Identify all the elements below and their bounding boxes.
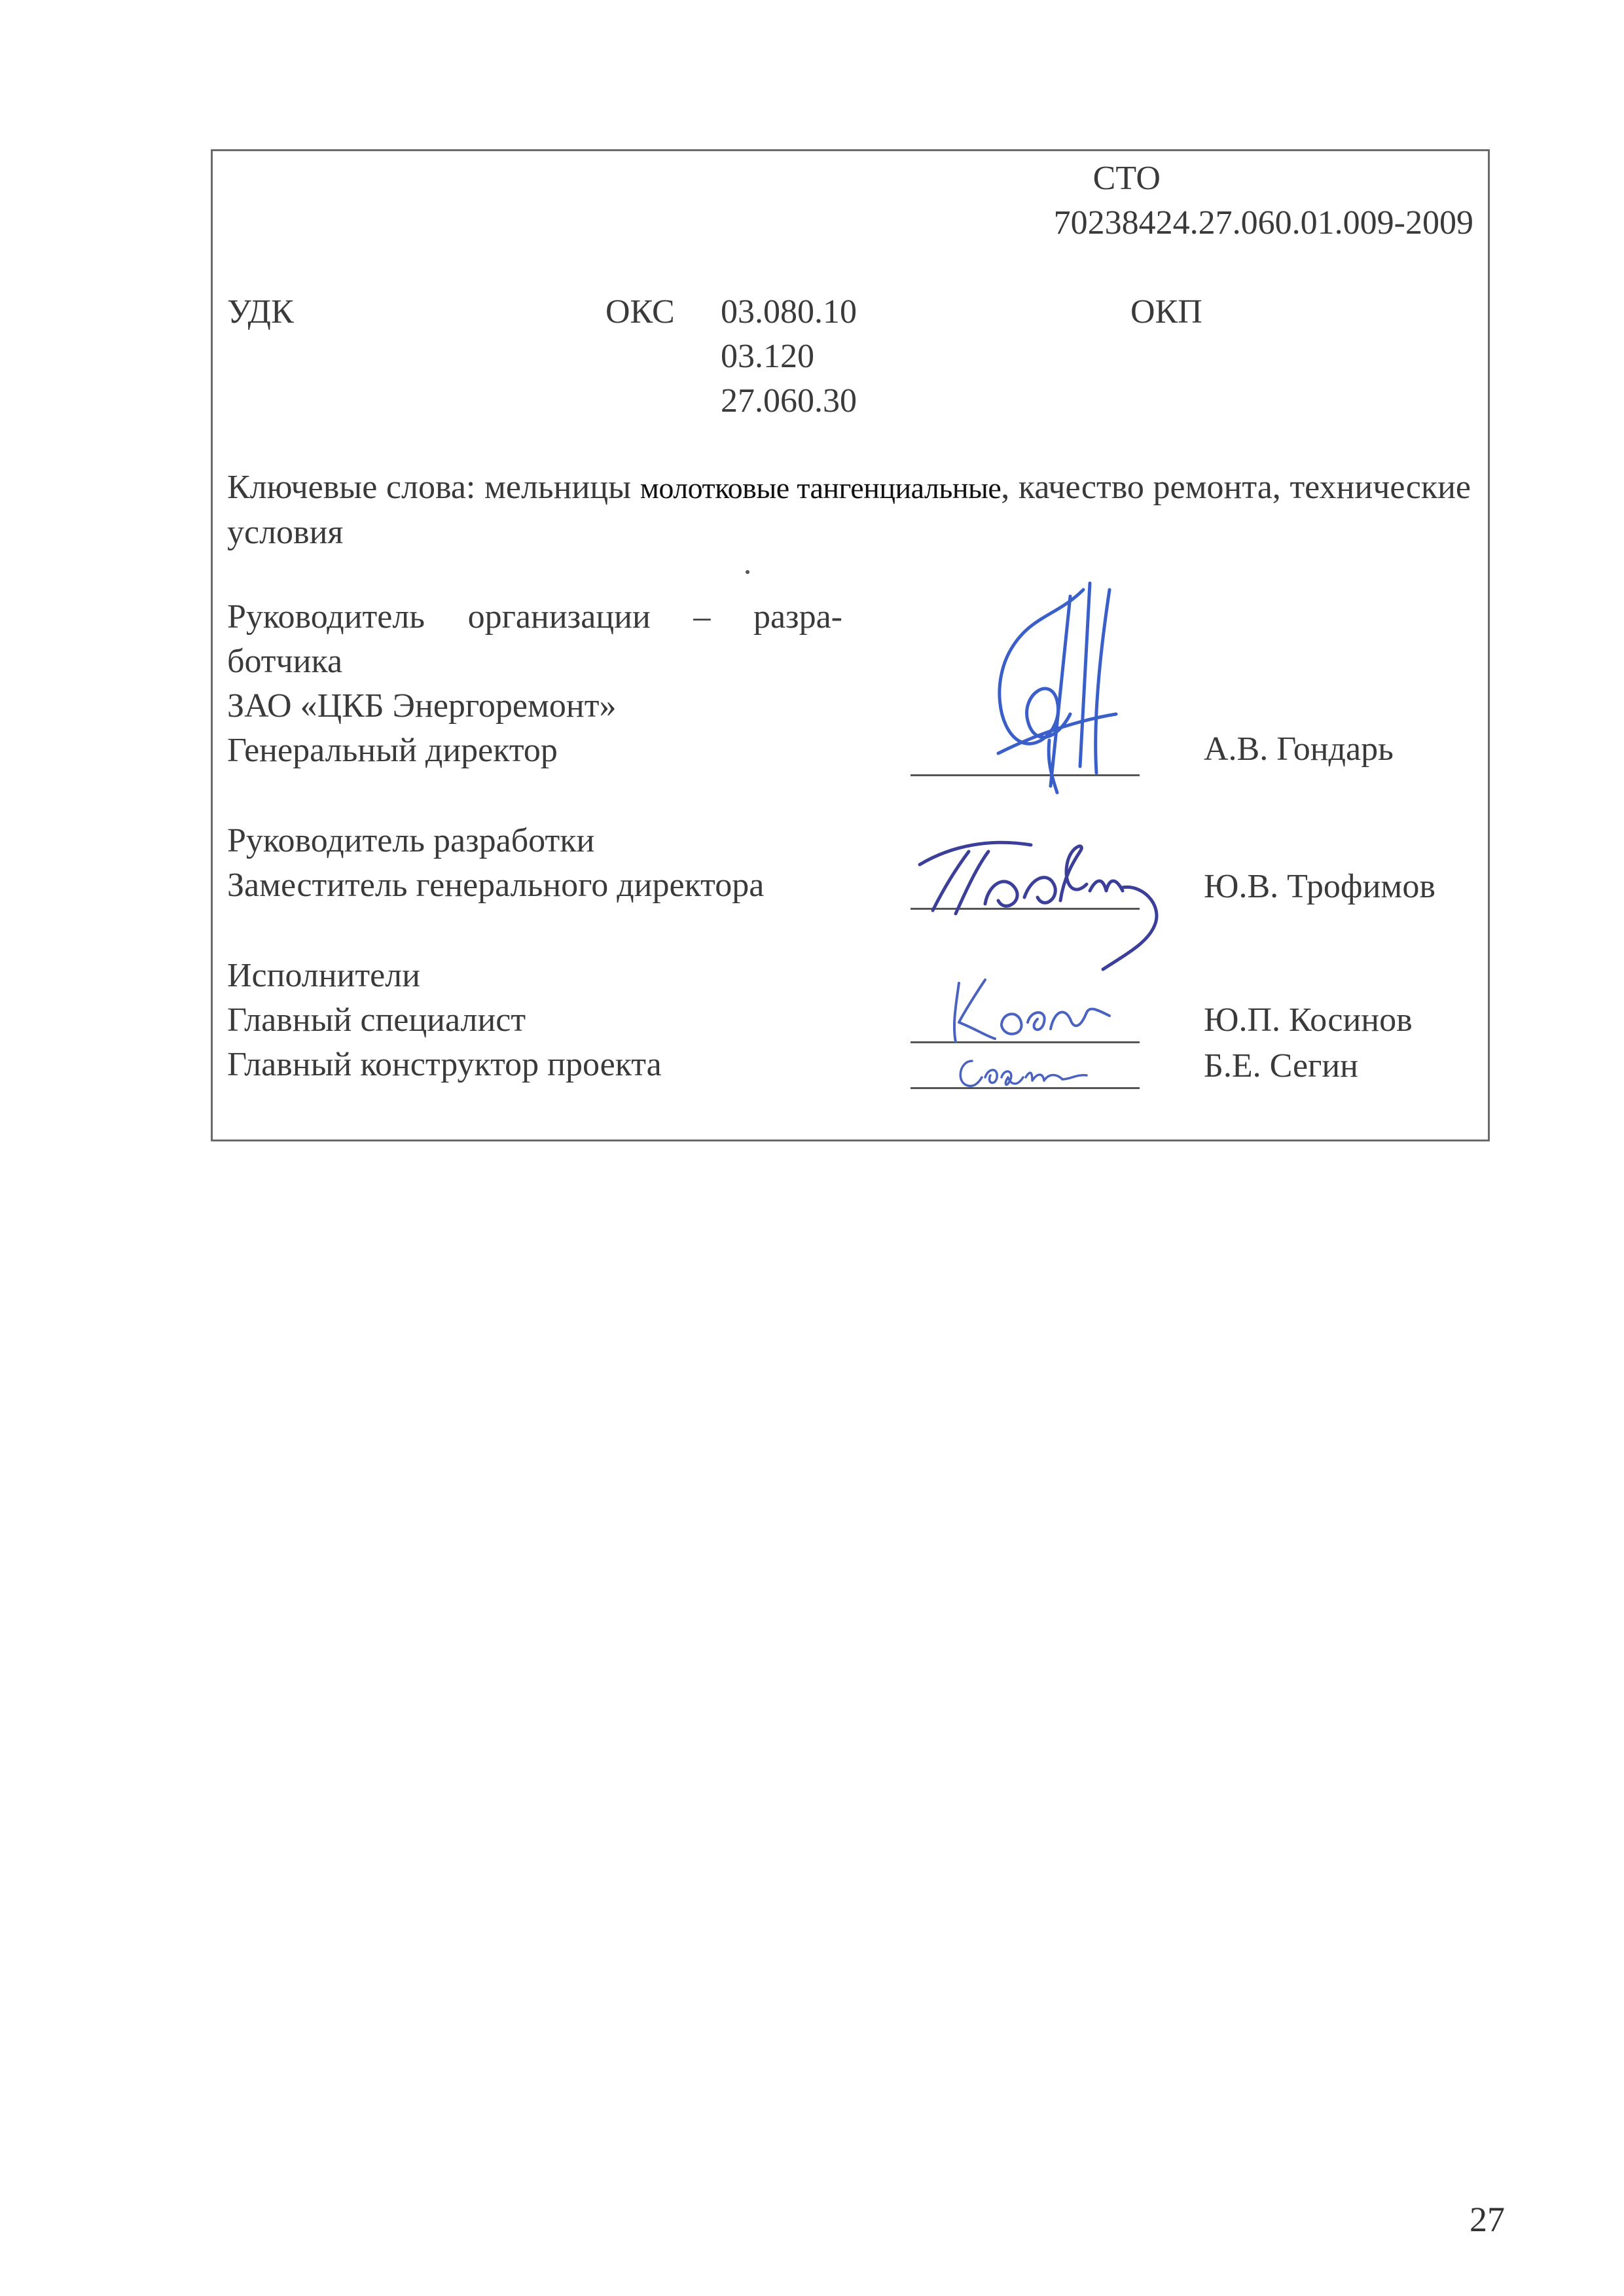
standard-number: 70238424.27.060.01.009-2009 (1053, 204, 1473, 242)
oks-label: ОКС (605, 293, 675, 331)
page-number: 27 (1470, 2200, 1505, 2239)
signature-kosinov (939, 973, 1136, 1052)
keywords-insert: молотковые тангенциальные (640, 471, 1001, 505)
oks-code: 27.060.30 (721, 382, 857, 420)
oks-code: 03.120 (721, 338, 814, 375)
executor-1-role: Главный специалист (227, 1001, 526, 1039)
executor-1-signer: Ю.П. Косинов (1204, 1001, 1413, 1039)
signature-gondar (959, 577, 1129, 812)
udk-label: УДК (227, 293, 294, 331)
developer-block (227, 595, 842, 773)
keywords-lead: Ключевые слова: мельницы (227, 469, 640, 506)
executor-2-role: Главный конструктор проекта (227, 1046, 662, 1083)
keywords-tail: , качество ремонта, технические условия (227, 469, 1471, 551)
standard-designation (1054, 156, 1473, 245)
oks-code: 03.080.10 (721, 293, 857, 331)
executors-heading: Исполнители (227, 957, 420, 994)
lead-position: Заместитель генерального директора (227, 867, 765, 904)
lead-block (227, 819, 764, 908)
okp-label: ОКП (1130, 293, 1202, 331)
executor-2-signer: Б.Е. Сегин (1204, 1047, 1359, 1085)
executors-block (227, 954, 662, 1087)
signature-trofimov (907, 825, 1201, 982)
developer-position: Генеральный директор (227, 732, 558, 769)
developer-line-2: ботчика (227, 643, 343, 680)
keywords-paragraph (227, 465, 1471, 555)
standard-prefix: СТО (1092, 160, 1161, 197)
lead-signer: Ю.В. Трофимов (1204, 868, 1435, 905)
developer-signer: А.В. Гондарь (1204, 730, 1394, 768)
signature-segin (946, 1048, 1096, 1094)
title-block-frame (211, 149, 1490, 1141)
stray-dot (746, 570, 749, 574)
lead-role: Руководитель разработки (227, 822, 595, 859)
developer-line-1: Руководитель организации – разра- (227, 598, 842, 636)
oks-codes (721, 290, 857, 423)
developer-org: ЗАО «ЦКБ Энергоремонт» (227, 687, 617, 725)
